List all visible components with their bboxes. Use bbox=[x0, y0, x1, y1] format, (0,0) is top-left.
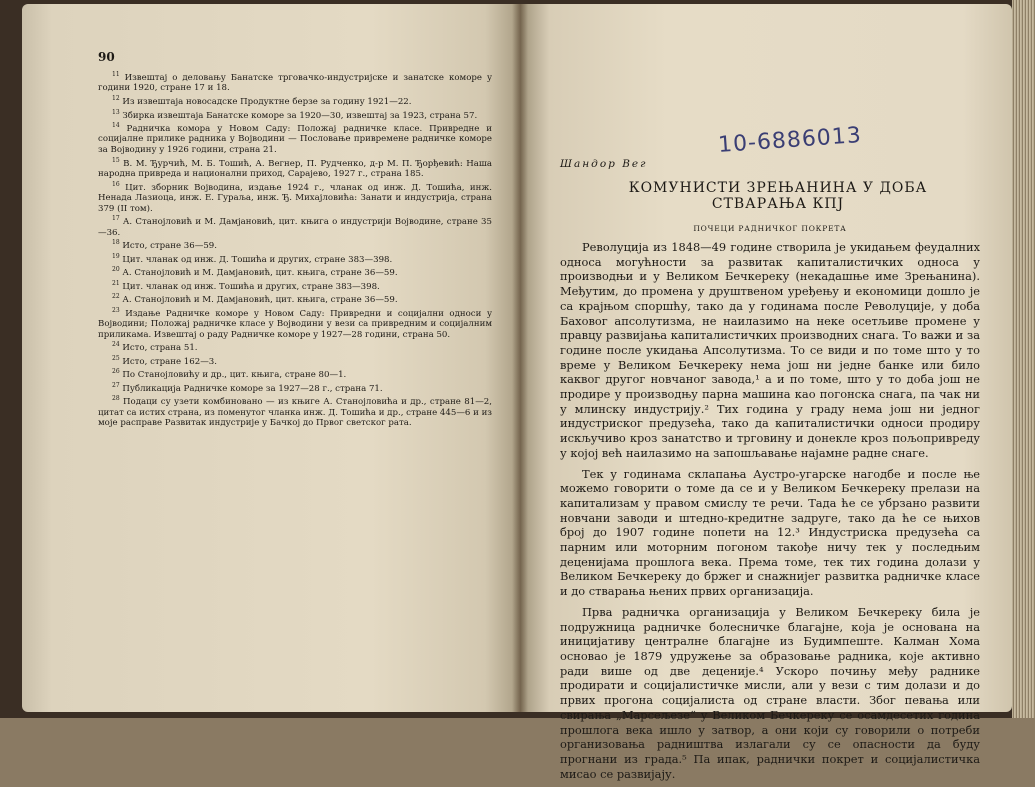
paragraph: Прва радничка организација у Великом Бечкереку била је подружница радничке болесничке благајне, која је основана на иницијативу централне благајне из Будимпеште. Калман Хома основао је 1879 удружење за образовање радника, које активно ради више од две деценије.⁴ Ускоро почињу међу раднике продирати и социјалистичке мисли, али у вези с тим долази и до првих прогона социјалиста од стране власти. Због певања или свирања „Марсељезе“ у Великом Бечкереку се осамдесетих година прошлога века ишло у затвор, а они који су говорили о потреби организовања радништва излагали су се опасности да буду прогнани из града.⁵ Па ипак, раднички покрет и социјалистичка мисао се развијају. bbox=[560, 604, 980, 781]
footnote: $^{14}$ Радничка комора у Новом Саду: Положај радничке класе. Привредне и социјалне прилике радника у Војводини — Пословање привремене радничке коморе за Војводину у 1926 години, страна 21. bbox=[98, 121, 492, 155]
footnote: $^{19}$ Цит. чланак од инж. Д. Тошића и других, стране 383—398. bbox=[112, 252, 393, 265]
footnote: $^{13}$ Збирка извештаја Банатске коморе за 1920—30, извештај за 1923, страна 57. bbox=[112, 108, 478, 121]
footnote: $^{15}$ В. М. Ђурчић, М. Б. Тошић, А. Вегнер, П. Рудченко, д-р М. П. Ђорђевић: Наша народна привреда и национални приход, Сарајево, 1927 г., страна 185. bbox=[98, 156, 492, 180]
footnote: $^{12}$ Из извештаја новосадске Продуктне берзе за годину 1921—22. bbox=[112, 95, 412, 107]
handwritten-catalog-number: 10-6886013 bbox=[717, 123, 863, 158]
footnote: $^{16}$ Цит. зборник Војводина, издање 1924 г., чланак од инж. Д. Тошића, инж. Ненада Лазиоца, инж. Е. Гураља, инж. Ђ. Михајловића: Занати и индустрија, страна 379 (II том). bbox=[98, 180, 493, 214]
footnote: $^{11}$ Извештај о деловању Банатске трговачко-индустријске и занатске коморе у години 1920, стране 17 и 18. bbox=[98, 71, 493, 94]
paragraph: Тек у годинама склапања Аустро-угарске нагодбе и после ње можемо говорити о томе да се и у Великом Бечкереку прелази на капитализам у правом смислу те речи. Тада ће се убрзано развити новчани заводи и штедно-кредитне задруге, тако да ће се њихов број до 1907 године попети на 12.³ Индустриска предузећа са парним или моторним погоном такође ничу тек у последњим деценијама прошлога века. Према томе, тек тих година долази у Великом Бечкереку до бржег и снажнијег развитка радничке класе и до стварања њених првих организација. bbox=[560, 466, 980, 599]
footnote: $^{24}$ Исто, страна 51. bbox=[112, 341, 198, 354]
left-page bbox=[22, 4, 520, 712]
right-page bbox=[520, 4, 1012, 781]
footnotes bbox=[98, 70, 492, 429]
footnote: $^{27}$ Публикација Радничке коморе за 1927—28 г., страна 71. bbox=[112, 381, 383, 394]
footnote: $^{21}$ Цит. чланак од инж. Тошића и других, стране 383—398. bbox=[112, 279, 380, 292]
footnote: $^{26}$ По Станојловићу и др., цит. књига, стране 80—1. bbox=[112, 368, 347, 380]
footnote: $^{25}$ Исто, стране 162—3. bbox=[112, 354, 218, 367]
footnote: $^{20}$ А. Станојловић и М. Дамјановић, цит. књига, стране 36—59. bbox=[112, 266, 398, 279]
page-edges bbox=[1012, 0, 1035, 718]
book-gutter bbox=[512, 4, 528, 712]
footnote: $^{23}$ Издање Радничке коморе у Новом Саду: Привредни и социјални односи у Војводини; Положај радничке класе у Војводини у вези са привредним и социјалним приликама. Извештај о раду Радничке коморе у 1927—28 години, страна 50. bbox=[98, 306, 492, 340]
footnote: $^{18}$ Исто, стране 36—59. bbox=[112, 239, 218, 252]
paragraph: Револуција из 1848—49 године створила је укидањем феудалних односа могућности за развитак капиталистичких односа у производњи и у Великом Бечкереку (некадашње име Зрењанина). Међутим, до промена у друштвеном уређењу и економици дошло је са крајњом споршћу, тако да у годинама после Револуције, у доба Баховог апсолутизма, не наилазимо на неке осетљиве промене у правцу развијања капиталистичких производних снага. То важи и за године после укидања Апсолутизма. То се види и по томе што у то време у Великом Бечкереку нема још ни једне банке или било каквог другог новчаног завода,¹ а и по томе, што у то доба још не продире у производњу парна машина као погонска снага, па чак ни у млинску индустрију.² Тих година у граду нема још ни једног индустриског предузећа, тако да капиталистички односи продиру искључиво кроз занатство и трговину и донекле кроз пољопривреду у којој већ наилазимо на запошљавање најамне радне снаге. bbox=[560, 240, 980, 460]
page-number: 90 bbox=[98, 50, 115, 64]
footnote: $^{17}$ А. Станојловић и М. Дамјановић, цит. књига о индустрији Војводине, стране 35—36. bbox=[98, 215, 492, 238]
article-title: КОМУНИСТИ ЗРЕЊАНИНА У ДОБА СТВАРАЊА КПЈ bbox=[628, 180, 928, 212]
author-name: Шандор Вег bbox=[560, 158, 648, 170]
section-heading: ПОЧЕЦИ РАДНИЧКОГ ПОКРЕТА bbox=[693, 224, 847, 233]
footnote: $^{22}$ А. Станојловић и М. Дамјановић, цит. књига, стране 36—59. bbox=[112, 293, 398, 305]
footnote: $^{28}$ Подаци су узети комбиновано — из књиге А. Станојловића и др., стране 81—2, цитат са истих страна, из поменутог чланка инж. Д. Тошића и др., стране 445—6 и из моје расправе Развитак индустрије у Бачкој до Првог светског рата. bbox=[98, 395, 492, 429]
article-body bbox=[560, 240, 980, 787]
